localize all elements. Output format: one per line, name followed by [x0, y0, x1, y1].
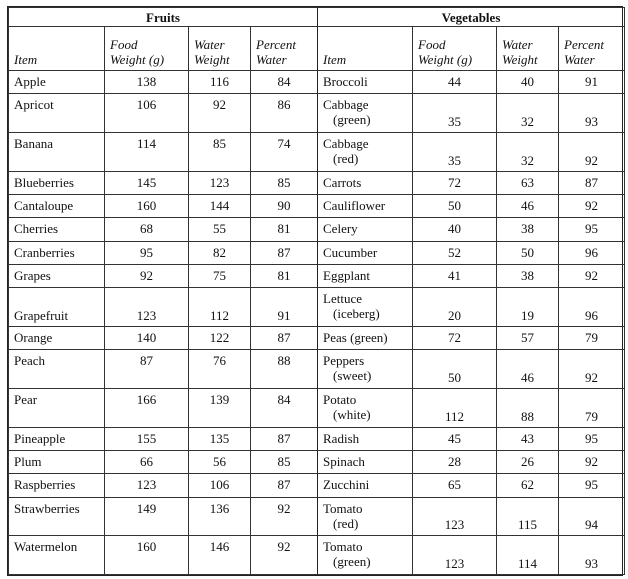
- table-row: [9, 474, 625, 497]
- fruit-food-weight-header: [105, 27, 189, 71]
- table-cell-item: [9, 350, 105, 389]
- item-name-line: (red): [333, 150, 359, 166]
- table-row: [9, 450, 625, 473]
- table-cell-value: 32: [497, 94, 559, 133]
- table-cell-value: 123: [413, 497, 497, 536]
- table-cell-value: 85: [251, 450, 318, 473]
- table-cell-value: 139: [189, 388, 251, 427]
- table-cell-item: [9, 71, 105, 94]
- table-cell-value: 106: [105, 94, 189, 133]
- vegetable-item-header: Item: [318, 27, 413, 71]
- item-name-line: Carrots: [323, 174, 362, 190]
- table-cell-value: 122: [189, 326, 251, 349]
- table-cell-value: 38: [497, 218, 559, 241]
- table-cell-value: 96: [559, 288, 625, 327]
- table-cell-value: 155: [105, 427, 189, 450]
- table-cell-item: [9, 132, 105, 171]
- table-cell-value: 43: [497, 427, 559, 450]
- item-name-line: Strawberries: [14, 500, 80, 516]
- table-cell-value: 50: [497, 241, 559, 264]
- table-row: [9, 350, 625, 389]
- vegetables-group-header: Vegetables: [318, 8, 625, 27]
- item-name-line: Potato: [323, 391, 357, 407]
- item-name-line: Peach: [14, 353, 46, 369]
- table-cell-value: 92: [251, 536, 318, 575]
- table-row: [9, 241, 625, 264]
- table-cell-item: [318, 71, 413, 94]
- item-name-line: Cabbage: [323, 97, 369, 113]
- water-content-table: [8, 7, 625, 575]
- item-name-line: Celery: [323, 221, 358, 237]
- table-cell-value: 52: [413, 241, 497, 264]
- table-cell-value: 114: [105, 132, 189, 171]
- table-cell-value: 93: [559, 536, 625, 575]
- table-cell-item: [9, 241, 105, 264]
- table-row: [9, 388, 625, 427]
- item-name-line: Tomato: [323, 500, 363, 516]
- table-cell-value: 84: [251, 71, 318, 94]
- fruit-water-weight-header: [189, 27, 251, 71]
- header-line: Weight (g): [418, 52, 473, 67]
- table-row: [9, 218, 625, 241]
- table-cell-value: 145: [105, 171, 189, 194]
- table-cell-item: [318, 265, 413, 288]
- table-cell-value: 46: [497, 194, 559, 217]
- table-cell-value: 40: [497, 71, 559, 94]
- table-cell-value: 135: [189, 427, 251, 450]
- item-name-line: Cucumber: [323, 244, 378, 260]
- header-line: Water: [256, 52, 287, 67]
- table-cell-value: 123: [105, 288, 189, 327]
- table-cell-value: 94: [559, 497, 625, 536]
- table-cell-value: 72: [413, 326, 497, 349]
- header-line: Food: [418, 37, 446, 52]
- item-name-line: (sweet): [333, 368, 372, 384]
- item-name-line: Eggplant: [323, 268, 370, 284]
- table-cell-value: 44: [413, 71, 497, 94]
- item-name-line: Pear: [14, 391, 38, 407]
- table-cell-value: 46: [497, 350, 559, 389]
- item-name-line: (green): [333, 554, 371, 570]
- table-cell-value: 87: [559, 171, 625, 194]
- table-cell-item: [318, 497, 413, 536]
- table-cell-value: 87: [105, 350, 189, 389]
- table-cell-value: 19: [497, 288, 559, 327]
- table-cell-value: 91: [559, 71, 625, 94]
- table-cell-value: 95: [105, 241, 189, 264]
- table-cell-value: 74: [251, 132, 318, 171]
- table-cell-value: 32: [497, 132, 559, 171]
- table-cell-value: 81: [251, 265, 318, 288]
- table-cell-value: 160: [105, 536, 189, 575]
- item-name-line: (white): [333, 406, 371, 422]
- table-cell-value: 123: [105, 474, 189, 497]
- table-cell-value: 55: [189, 218, 251, 241]
- table-row: [9, 265, 625, 288]
- item-name-line: Cauliflower: [323, 197, 386, 213]
- table-cell-value: 112: [413, 388, 497, 427]
- table-cell-value: 87: [251, 241, 318, 264]
- table-cell-value: 85: [189, 132, 251, 171]
- table-cell-value: 40: [413, 218, 497, 241]
- table-cell-value: 96: [559, 241, 625, 264]
- table-cell-value: 92: [559, 350, 625, 389]
- table-cell-value: 38: [497, 265, 559, 288]
- table-cell-value: 41: [413, 265, 497, 288]
- table-cell-value: 50: [413, 194, 497, 217]
- table-cell-item: [318, 326, 413, 349]
- header-line: Percent: [256, 37, 296, 52]
- table-cell-value: 160: [105, 194, 189, 217]
- table-row: [9, 288, 625, 327]
- table-cell-value: 81: [251, 218, 318, 241]
- table-cell-value: 92: [559, 450, 625, 473]
- table-row: [9, 194, 625, 217]
- table-cell-value: 63: [497, 171, 559, 194]
- item-name-line: Lettuce: [323, 291, 362, 307]
- table-cell-value: 66: [105, 450, 189, 473]
- fruit-percent-water-header: [251, 27, 318, 71]
- table-cell-item: [9, 427, 105, 450]
- item-name-line: Grapes: [14, 268, 51, 284]
- table-cell-item: [9, 450, 105, 473]
- item-name-line: Pineapple: [14, 430, 66, 446]
- table-cell-item: [318, 94, 413, 133]
- table-cell-item: [318, 388, 413, 427]
- item-name-line: Radish: [323, 430, 360, 446]
- water-content-table-frame: [7, 6, 623, 576]
- table-row: [9, 536, 625, 575]
- table-cell-item: [318, 132, 413, 171]
- table-cell-value: 65: [413, 474, 497, 497]
- header-line: Water: [502, 37, 533, 52]
- table-cell-item: [9, 497, 105, 536]
- table-cell-value: 93: [559, 94, 625, 133]
- header-line: Water: [194, 37, 225, 52]
- item-name-line: Apricot: [14, 97, 54, 113]
- table-cell-value: 144: [189, 194, 251, 217]
- table-cell-value: 115: [497, 497, 559, 536]
- vegetable-water-weight-header: [497, 27, 559, 71]
- table-row: [9, 326, 625, 349]
- header-line: Water: [564, 52, 595, 67]
- table-cell-item: [318, 450, 413, 473]
- table-cell-value: 50: [413, 350, 497, 389]
- item-name-line: Broccoli: [323, 74, 368, 89]
- table-cell-value: 95: [559, 218, 625, 241]
- table-cell-item: [9, 194, 105, 217]
- table-cell-value: 112: [189, 288, 251, 327]
- table-cell-item: [318, 171, 413, 194]
- column-header-row: [9, 27, 625, 71]
- table-cell-value: 76: [189, 350, 251, 389]
- table-cell-value: 123: [413, 536, 497, 575]
- item-name-line: Peppers: [323, 353, 365, 369]
- table-cell-item: [318, 536, 413, 575]
- table-cell-item: [9, 288, 105, 327]
- header-line: Weight: [502, 52, 538, 67]
- table-cell-value: 57: [497, 326, 559, 349]
- table-row: [9, 71, 625, 94]
- item-name-line: Banana: [14, 135, 53, 151]
- item-name-line: Orange: [14, 329, 53, 345]
- table-cell-item: [9, 171, 105, 194]
- table-cell-item: [318, 350, 413, 389]
- table-cell-value: 91: [251, 288, 318, 327]
- table-cell-value: 138: [105, 71, 189, 94]
- item-name-line: Raspberries: [14, 477, 76, 493]
- fruit-item-header: Item: [9, 27, 105, 71]
- item-name-line: Plum: [14, 453, 42, 469]
- header-line: Weight: [194, 52, 230, 67]
- vegetable-food-weight-header: [413, 27, 497, 71]
- table-cell-value: 92: [189, 94, 251, 133]
- item-name-line: (iceberg): [333, 306, 380, 322]
- table-row: [9, 427, 625, 450]
- item-name-line: (green): [333, 112, 371, 128]
- vegetable-percent-water-header: [559, 27, 625, 71]
- table-cell-value: 45: [413, 427, 497, 450]
- table-row: [9, 132, 625, 171]
- table-cell-value: 82: [189, 241, 251, 264]
- table-cell-value: 140: [105, 326, 189, 349]
- table-cell-item: [9, 265, 105, 288]
- table-cell-value: 35: [413, 94, 497, 133]
- table-cell-value: 85: [251, 171, 318, 194]
- item-name-line: Zucchini: [323, 477, 370, 493]
- table-cell-value: 95: [559, 474, 625, 497]
- table-cell-value: 88: [497, 388, 559, 427]
- table-cell-value: 87: [251, 326, 318, 349]
- item-name-line: Tomato: [323, 539, 363, 555]
- table-cell-value: 92: [251, 497, 318, 536]
- item-name-line: Watermelon: [14, 539, 78, 555]
- table-cell-value: 28: [413, 450, 497, 473]
- table-cell-value: 87: [251, 474, 318, 497]
- table-cell-item: [318, 427, 413, 450]
- table-cell-item: [9, 218, 105, 241]
- item-name-line: Cherries: [14, 221, 59, 237]
- table-cell-value: 92: [559, 194, 625, 217]
- item-name-line: Apple: [14, 74, 46, 89]
- table-cell-value: 20: [413, 288, 497, 327]
- table-cell-item: [318, 474, 413, 497]
- table-cell-item: [9, 536, 105, 575]
- item-name-line: (red): [333, 515, 359, 531]
- table-cell-value: 75: [189, 265, 251, 288]
- table-cell-value: 166: [105, 388, 189, 427]
- item-name-line: Peas (green): [323, 329, 388, 345]
- table-cell-item: [318, 218, 413, 241]
- table-cell-value: 62: [497, 474, 559, 497]
- table-cell-value: 136: [189, 497, 251, 536]
- table-row: [9, 497, 625, 536]
- table-cell-item: [318, 194, 413, 217]
- table-cell-item: [9, 474, 105, 497]
- table-cell-value: 114: [497, 536, 559, 575]
- table-cell-value: 35: [413, 132, 497, 171]
- item-name-line: Spinach: [323, 453, 365, 469]
- table-cell-value: 72: [413, 171, 497, 194]
- fruits-group-header: Fruits: [9, 8, 318, 27]
- table-cell-value: 56: [189, 450, 251, 473]
- item-name-line: Cabbage: [323, 135, 369, 151]
- table-cell-value: 79: [559, 388, 625, 427]
- table-cell-value: 146: [189, 536, 251, 575]
- header-line: Food: [110, 37, 138, 52]
- item-name-line: Cranberries: [14, 244, 75, 260]
- table-cell-value: 26: [497, 450, 559, 473]
- item-name-line: Blueberries: [14, 174, 74, 190]
- table-cell-value: 79: [559, 326, 625, 349]
- table-cell-value: 116: [189, 71, 251, 94]
- table-cell-value: 92: [559, 265, 625, 288]
- table-cell-item: [318, 288, 413, 327]
- header-line: Percent: [564, 37, 604, 52]
- header-line: Weight (g): [110, 52, 165, 67]
- group-header-row: [9, 8, 625, 27]
- table-cell-item: [9, 94, 105, 133]
- table-cell-value: 84: [251, 388, 318, 427]
- table-cell-value: 90: [251, 194, 318, 217]
- table-cell-item: [9, 388, 105, 427]
- table-row: [9, 94, 625, 133]
- table-cell-item: [9, 326, 105, 349]
- table-cell-value: 92: [105, 265, 189, 288]
- table-body: [9, 71, 625, 575]
- table-row: [9, 171, 625, 194]
- table-cell-value: 87: [251, 427, 318, 450]
- table-cell-value: 95: [559, 427, 625, 450]
- item-name-line: Cantaloupe: [14, 197, 74, 213]
- table-cell-value: 86: [251, 94, 318, 133]
- table-cell-value: 68: [105, 218, 189, 241]
- table-cell-value: 123: [189, 171, 251, 194]
- table-cell-item: [318, 241, 413, 264]
- table-cell-value: 149: [105, 497, 189, 536]
- item-name-line: Grapefruit: [14, 307, 69, 323]
- table-cell-value: 88: [251, 350, 318, 389]
- table-cell-value: 106: [189, 474, 251, 497]
- table-cell-value: 92: [559, 132, 625, 171]
